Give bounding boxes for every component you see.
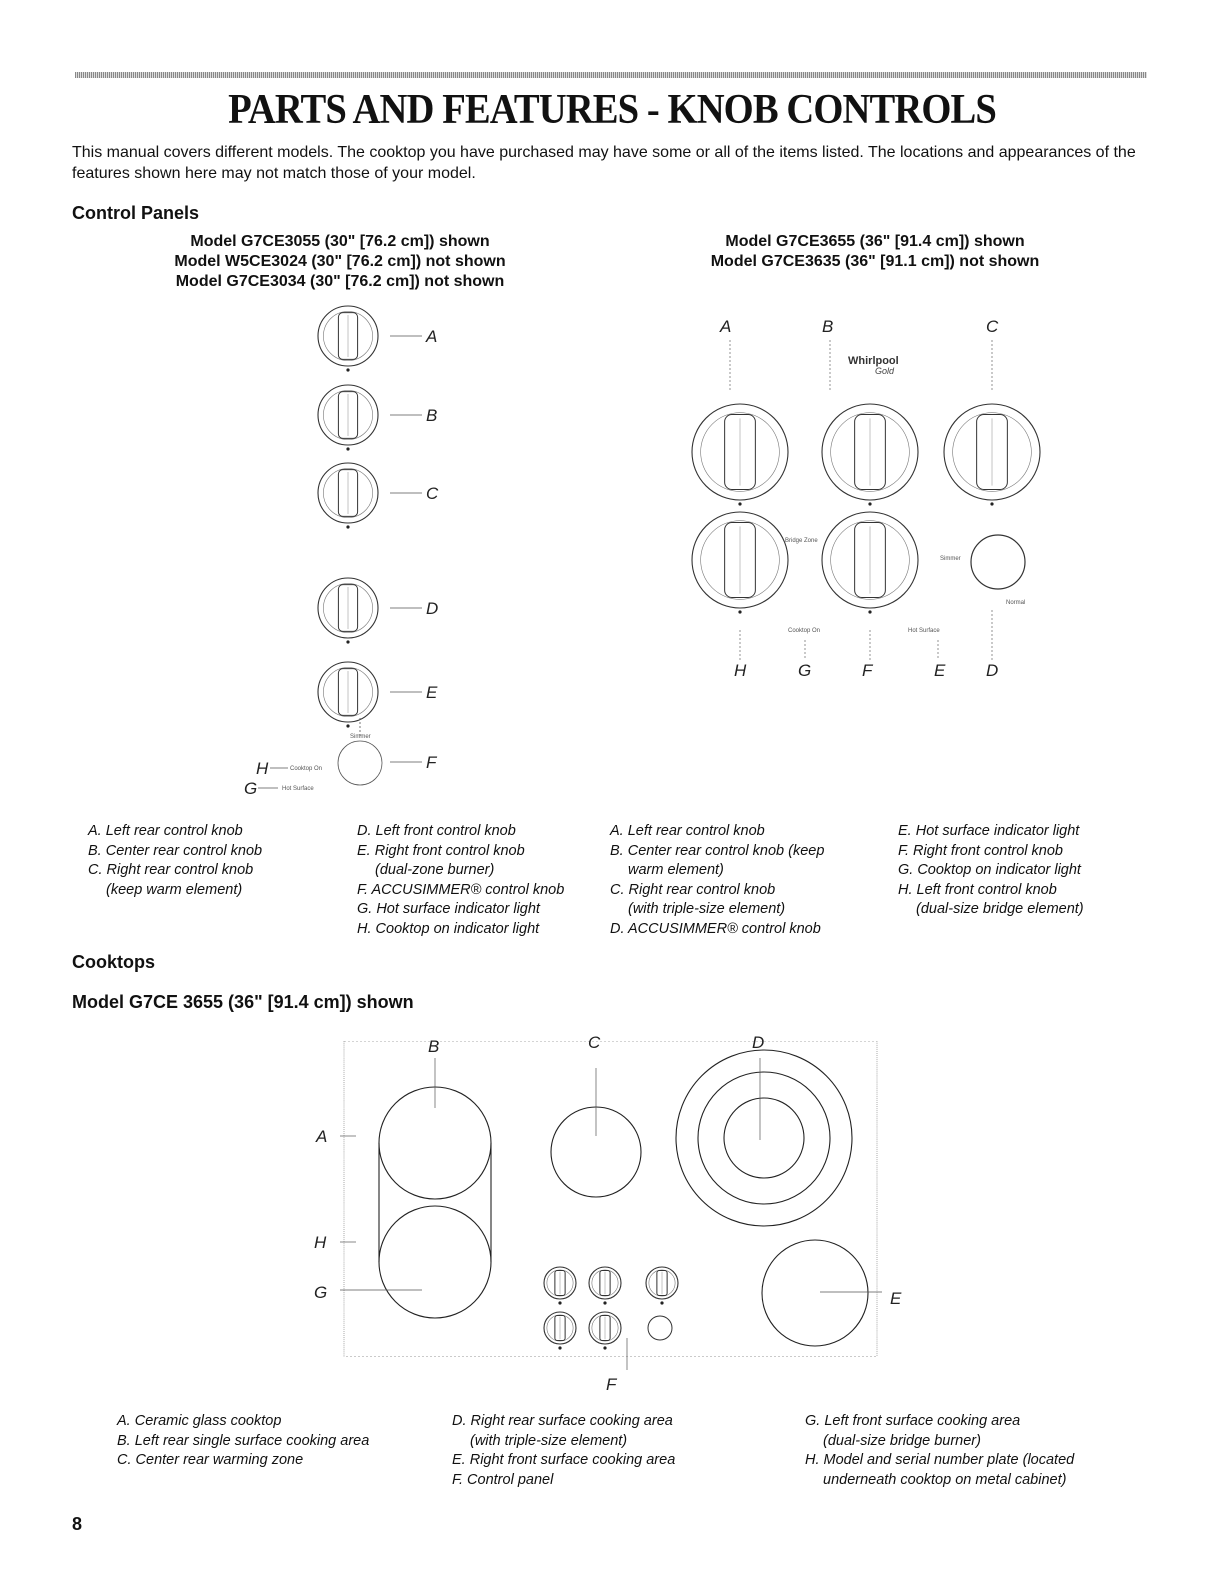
page-title: PARTS AND FEATURES - KNOB CONTROLS <box>228 87 996 133</box>
callout-label: E <box>890 1289 902 1308</box>
legend-item: A. Ceramic glass cooktop <box>117 1413 282 1429</box>
left-control-panel-diagram <box>220 298 480 798</box>
cooktop-on-label: Cooktop On <box>290 766 323 772</box>
right-control-panel-diagram <box>670 310 1090 680</box>
legend-item: G. Hot surface indicator light <box>357 901 540 917</box>
control-knob <box>318 463 378 529</box>
right-knob-group <box>692 404 1040 614</box>
callout-label: A <box>426 327 438 346</box>
callout-label: H <box>314 1233 327 1252</box>
right-rear-element <box>676 1050 852 1226</box>
callout-label: B <box>428 1037 440 1056</box>
center-rear-knob <box>822 404 918 506</box>
legend-column <box>117 1412 369 1471</box>
left-front-knob <box>692 512 788 614</box>
top-rule <box>75 72 1147 78</box>
legend-item: (with triple-size element) <box>628 901 786 917</box>
legend-column <box>357 822 564 939</box>
legend-item: F. ACCUSIMMER® control knob <box>357 881 565 898</box>
callout-label: E <box>426 683 438 702</box>
callout-label: H <box>256 759 269 778</box>
legend-item: C. Right rear control knob <box>610 881 776 898</box>
right-front-element <box>762 1240 868 1346</box>
callout-label: H <box>734 661 747 680</box>
callout-label: A <box>720 317 732 336</box>
callout-label: G <box>314 1283 328 1302</box>
legend-item: (dual-zone burner) <box>375 862 495 878</box>
cooktop-control-panel <box>544 1267 678 1350</box>
legend-item: E. Hot surface indicator light <box>898 823 1080 839</box>
legend-item: G. Left front surface cooking area <box>805 1413 1021 1429</box>
model-line: Model G7CE3635 (36" [91.1 cm]) not shown <box>710 253 1040 270</box>
cooktop-on-label: Cooktop On <box>788 628 821 634</box>
left-knob-column <box>318 306 378 728</box>
hot-surface-label: Hot Surface <box>282 786 314 792</box>
control-knob <box>318 306 378 372</box>
legend-column <box>805 1412 1074 1490</box>
callout-label: C <box>426 484 439 503</box>
simmer-label: Simmer <box>350 734 371 740</box>
callout-label: E <box>934 661 946 680</box>
control-knob <box>318 578 378 644</box>
legend-item: C. Right rear control knob <box>88 862 254 878</box>
callout-label: F <box>606 1375 617 1394</box>
legend-item: (dual-size bridge element) <box>916 901 1084 917</box>
legend-item: (with triple-size element) <box>470 1432 628 1449</box>
brand-logo: Whirlpool <box>848 355 899 367</box>
legend-item: H. Model and serial number plate (located <box>805 1452 1075 1468</box>
brand-sub-logo: Gold <box>875 366 895 376</box>
cooktop-knob <box>589 1312 621 1350</box>
legend-item: F. Right front control knob <box>898 842 1063 859</box>
simmer-label: Simmer <box>940 556 961 562</box>
callout-label: C <box>986 317 999 336</box>
legend-item: G. Cooktop on indicator light <box>898 862 1081 878</box>
cooktop-diagram <box>300 1028 920 1408</box>
left-model-list <box>140 232 540 292</box>
legend-column <box>898 822 1084 920</box>
callout-label: D <box>426 599 439 618</box>
callout-label: B <box>822 317 834 336</box>
control-knob <box>318 385 378 451</box>
callout-label: G <box>798 661 812 680</box>
callout-label: D <box>986 661 999 680</box>
callout-label: F <box>862 661 873 680</box>
legend-item: (keep warm element) <box>106 881 243 898</box>
left-rear-knob <box>692 404 788 506</box>
legend-column <box>610 822 824 939</box>
legend-item: H. Cooktop on indicator light <box>357 920 540 937</box>
callout-label: C <box>588 1033 601 1052</box>
cooktop-knob <box>589 1267 621 1305</box>
legend-item: A. Left rear control knob <box>88 823 243 839</box>
legend-item: D. Left front control knob <box>357 823 516 839</box>
left-front-element <box>379 1206 491 1318</box>
legend-item: H. Left front control knob <box>898 881 1057 898</box>
legend-column <box>452 1412 675 1490</box>
right-model-list <box>660 232 1090 272</box>
legend-item: E. Right front surface cooking area <box>452 1452 676 1468</box>
legend-item: (dual-size bridge burner) <box>823 1432 981 1449</box>
cooktop-knob <box>646 1267 678 1305</box>
legend-item: D. Right rear surface cooking area <box>452 1413 673 1429</box>
control-knob <box>318 662 378 728</box>
accusimmer-knob <box>971 535 1025 589</box>
legend-item: B. Center rear control knob <box>88 842 263 859</box>
callout-label: B <box>426 406 438 425</box>
normal-label: Normal <box>1006 600 1026 606</box>
legend-item: C. Center rear warming zone <box>117 1452 304 1468</box>
hot-surface-label: Hot Surface <box>908 628 940 634</box>
legend-item: F. Control panel <box>452 1471 554 1488</box>
model-line: Model W5CE3024 (30" [76.2 cm]) not shown <box>174 253 506 270</box>
cooktop-knob <box>544 1267 576 1305</box>
callout-label: A <box>316 1127 328 1146</box>
accusimmer-knob <box>648 1316 672 1340</box>
model-line: Model G7CE3055 (30" [76.2 cm]) shown <box>190 233 490 250</box>
control-panels-heading: Control Panels <box>72 203 200 223</box>
bridge-zone-label: Bridge Zone <box>785 538 818 544</box>
callout-label: D <box>752 1033 765 1052</box>
legend-item: B. Center rear control knob (keep <box>610 842 825 859</box>
model-line: Model G7CE3655 (36" [91.4 cm]) shown <box>725 233 1025 250</box>
page-number: 8 <box>72 1514 83 1534</box>
intro-paragraph: This manual covers different models. The cooktop you have purchased may have some or all of the items listed. The locations and appearances of the features shown here may not match those of your model. <box>72 144 1136 182</box>
legend-item: B. Left rear single surface cooking area <box>117 1432 370 1449</box>
callout-label: G <box>244 779 258 798</box>
model-line: Model G7CE3034 (30" [76.2 cm]) not shown <box>175 273 505 290</box>
cooktop-knob <box>544 1312 576 1350</box>
legend-item: A. Left rear control knob <box>610 823 765 839</box>
cooktops-heading: Cooktops <box>72 952 155 972</box>
legend-item: warm element) <box>628 862 724 878</box>
right-front-knob <box>822 512 918 614</box>
cooktop-model-heading: Model G7CE 3655 (36" [91.4 cm]) shown <box>72 992 414 1012</box>
legend-item: underneath cooktop on metal cabinet) <box>823 1471 1067 1488</box>
right-rear-knob <box>944 404 1040 506</box>
legend-item: D. ACCUSIMMER® control knob <box>610 920 821 937</box>
legend-item: E. Right front control knob <box>357 842 525 859</box>
callout-label: F <box>426 753 437 772</box>
legend-column <box>88 822 262 900</box>
